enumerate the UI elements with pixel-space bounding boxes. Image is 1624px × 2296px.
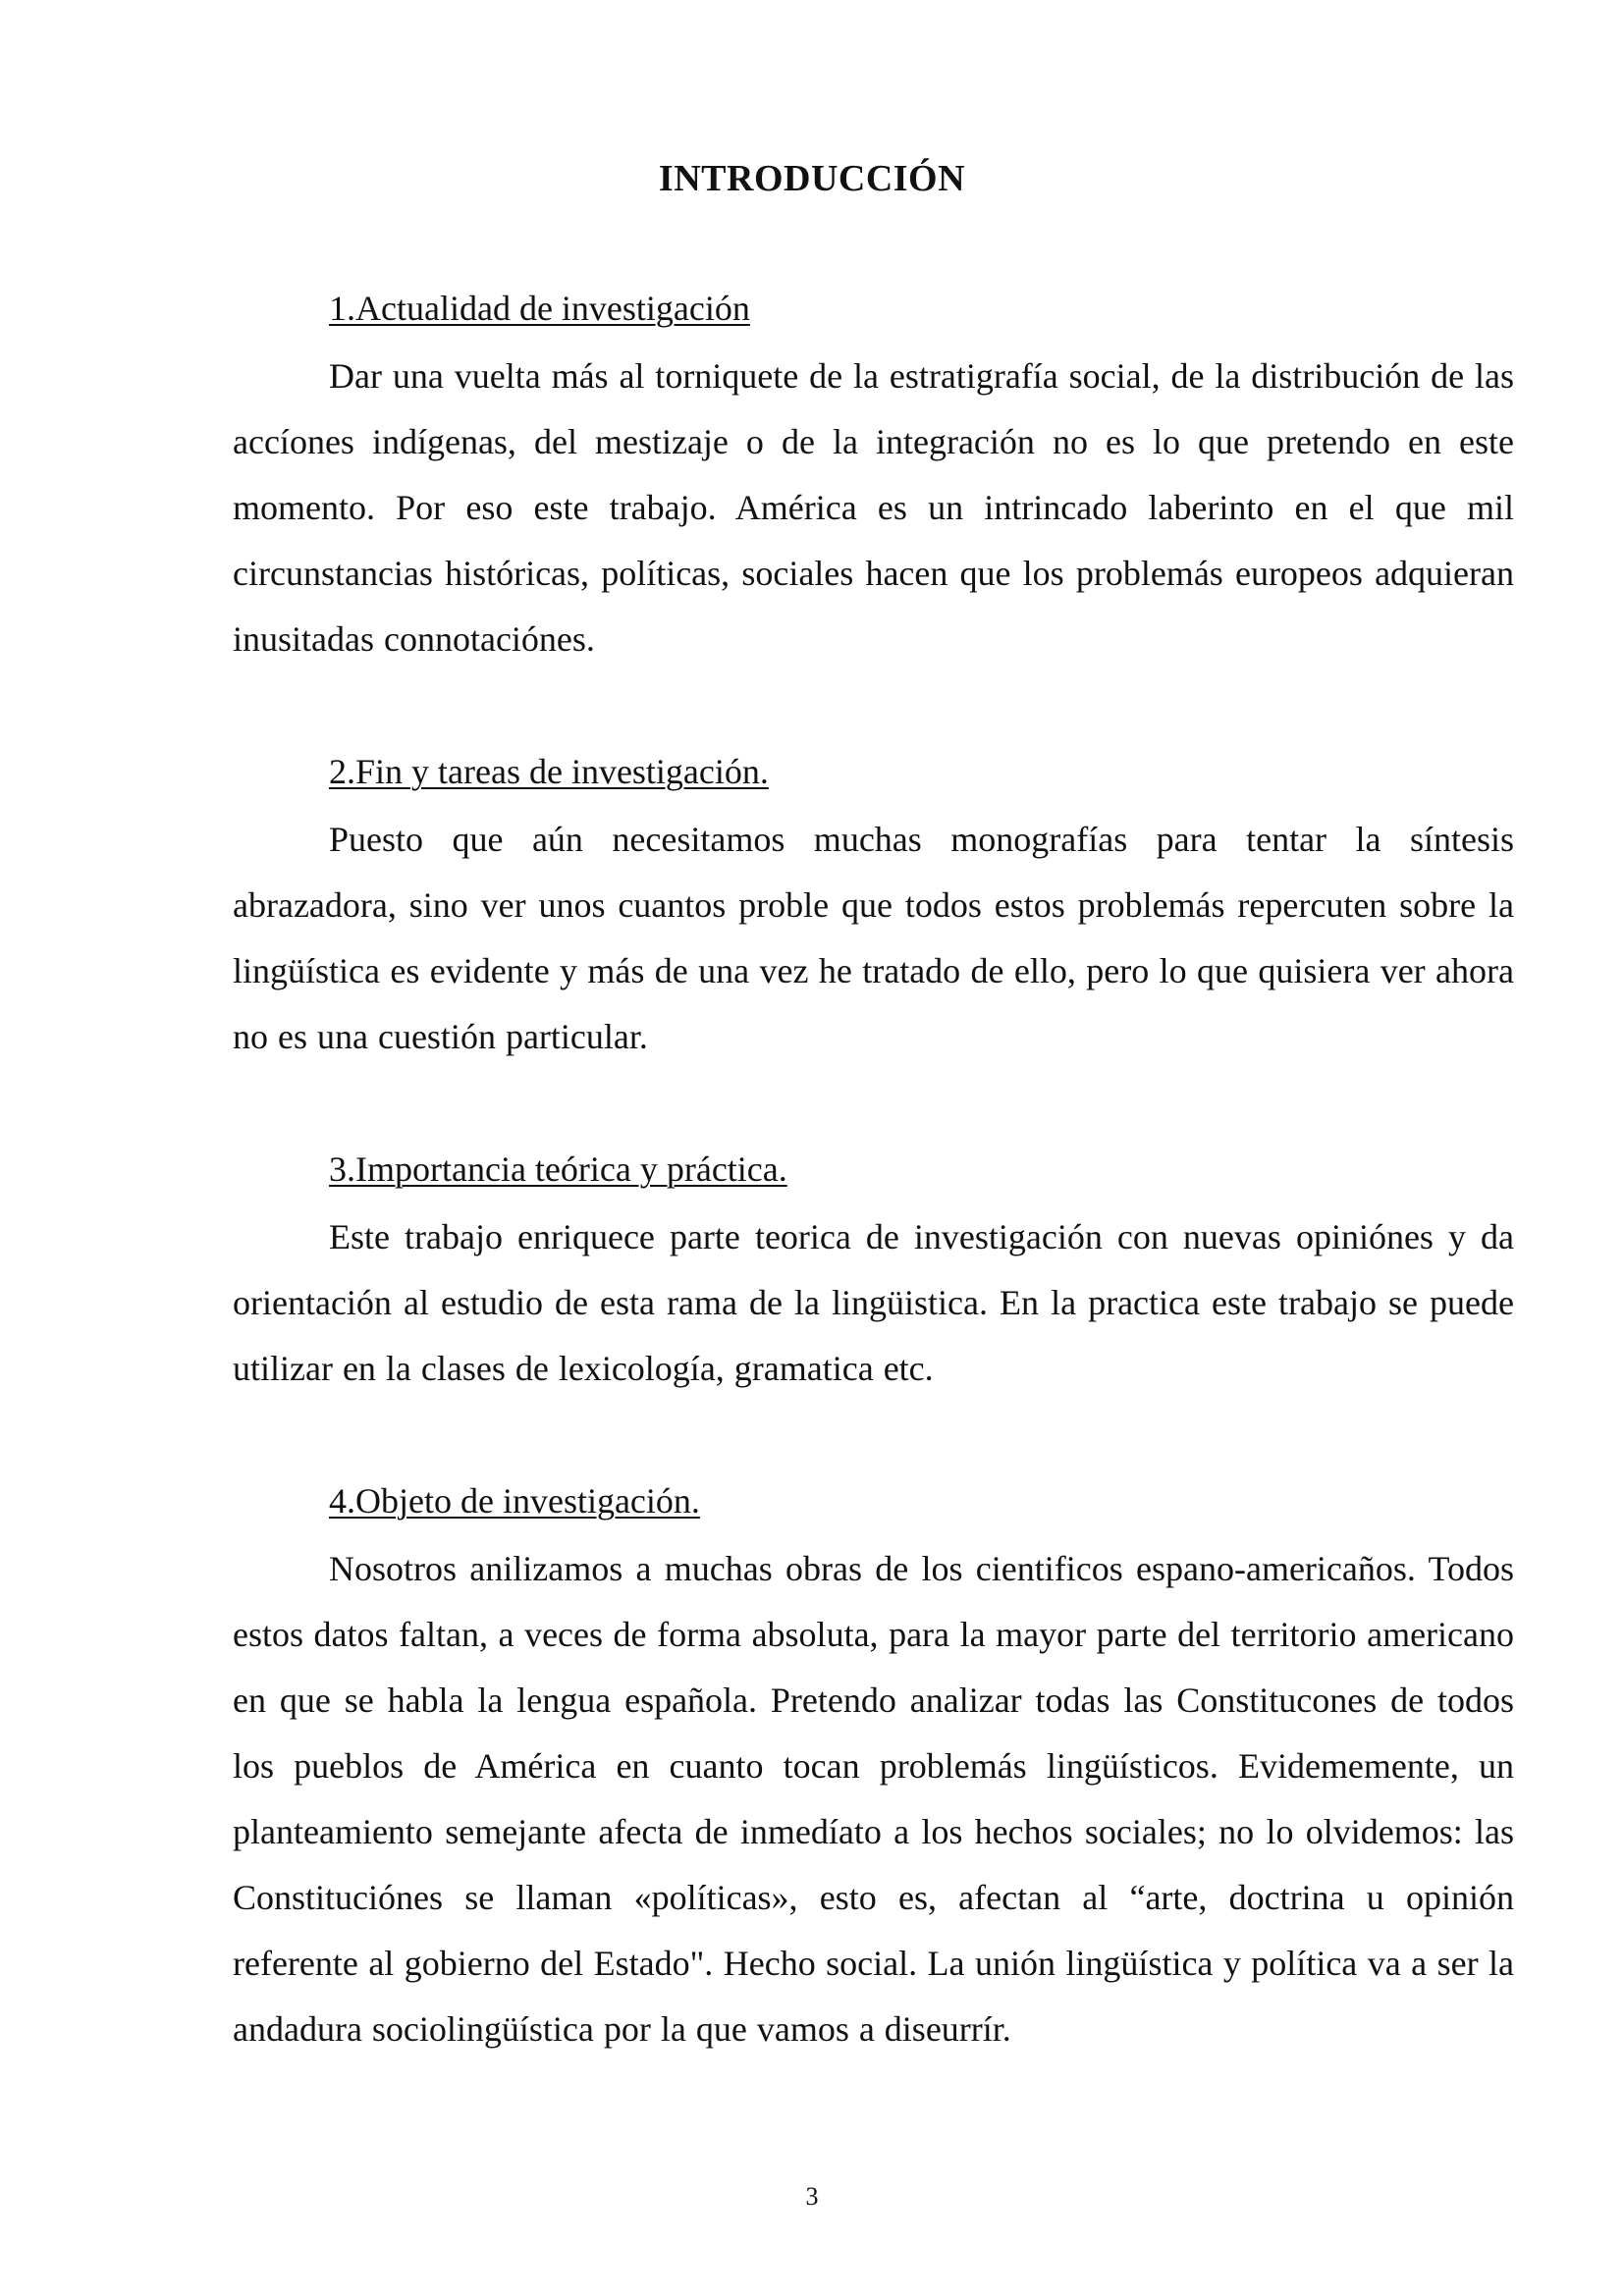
section-heading: 1.Actualidad de investigación xyxy=(329,289,750,328)
section-importancia xyxy=(233,1146,1514,1402)
page-number: 3 xyxy=(805,2182,819,2211)
section-paragraph: Puesto que aún necesitamos muchas monografías para tentar la síntesis abrazadora, sino ver unos cuantos proble que todos estos problemás repercuten sobre la lingüística es evidente y más de una vez he tratado de ello, pero lo que quisiera ver ahora no es una cuestión particular. xyxy=(233,820,1514,1056)
section-fin-y-tareas xyxy=(233,748,1514,1070)
section-heading: 2.Fin y tareas de investigación. xyxy=(329,752,769,791)
section-paragraph: Este trabajo enriquece parte teorica de investigación con nuevas opiniónes y da orientación al estudio de esta rama de la lingüistica. En la practica este trabajo se puede utilizar en la clases de lexicología, gramatica etc. xyxy=(233,1217,1514,1388)
section-objeto xyxy=(233,1477,1514,2062)
section-paragraph: Dar una vuelta más al torniquete de la estratigrafía social, de la distribución de las accíones indígenas, del mestizaje o de la integración no es lo que pretendo en este momento. Por eso este trabajo. América es un intrincado laberinto en el que mil circunstancias históricas, políticas, sociales hacen que los problemás europeos adquieran inusitadas connotaciónes. xyxy=(233,356,1514,659)
section-actualidad xyxy=(233,285,1514,672)
page-title: INTRODUCCIÓN xyxy=(658,158,966,199)
section-paragraph: Nosotros anilizamos a muchas obras de los cientificos espano-americaños. Todos estos datos faltan, a veces de forma absoluta, para la mayor parte del territorio americano en que se habla la lengua española. Pretendo analizar todas las Constitucones de todos los pueblos de América en cuanto tocan problemás lingüísticos. Evidememente, un planteamiento semejante afecta de inmedíato a los hechos sociales; no lo olvidemos: las Constituciónes se llaman «políticas», esto es, afectan al “arte, doctrina u opinión referente al gobierno del Estado". Hecho social. La unión lingüística y política va a ser la andadura sociolingüística por la que vamos a diseurrír. xyxy=(233,1549,1514,2049)
section-heading: 3.Importancia teórica y práctica. xyxy=(329,1149,787,1189)
section-heading: 4.Objeto de investigación. xyxy=(329,1481,700,1521)
